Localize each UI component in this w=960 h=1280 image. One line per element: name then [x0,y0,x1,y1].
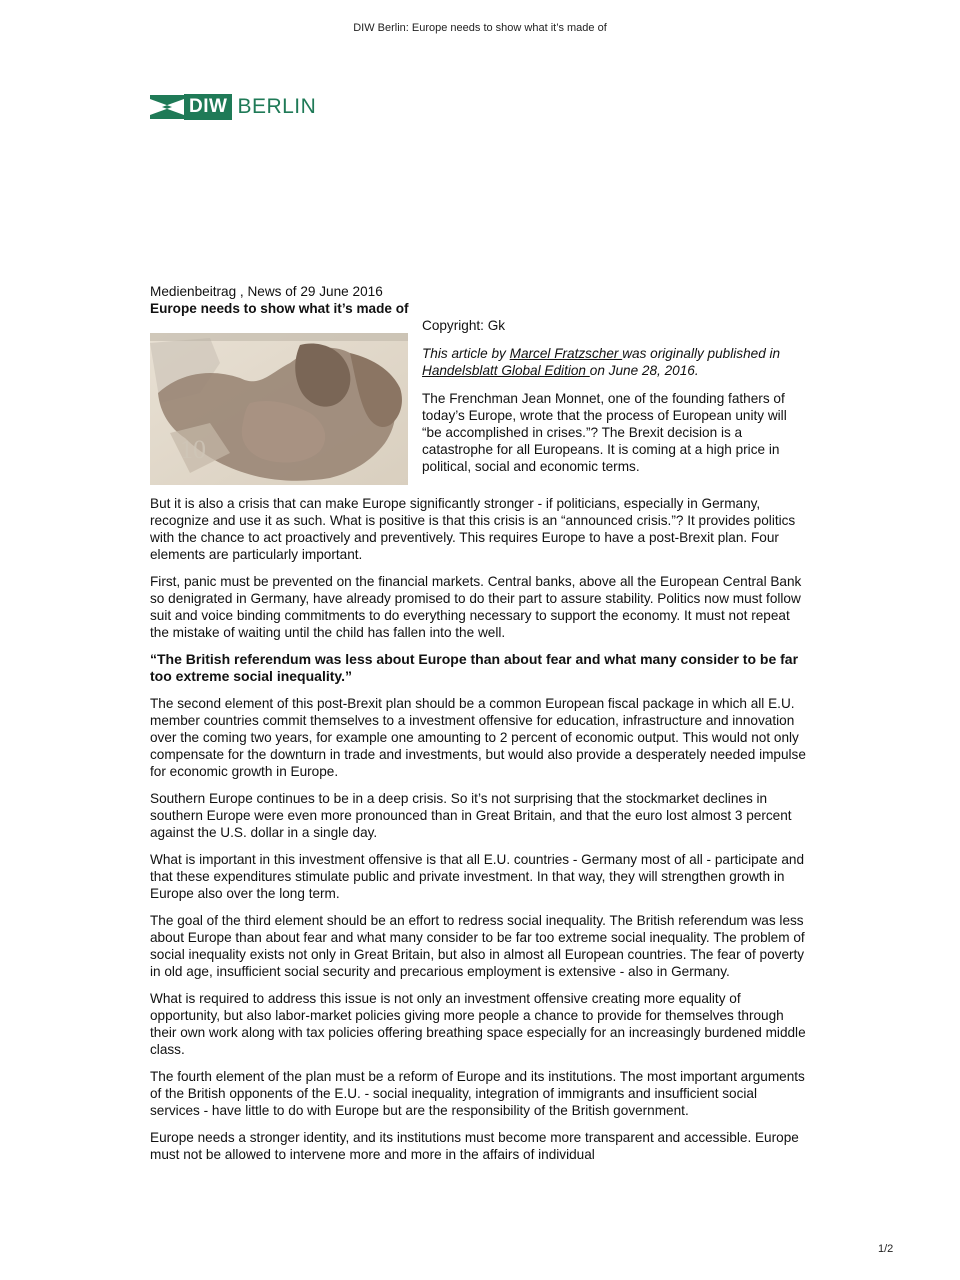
image-caption: Copyright: Gk [422,318,506,333]
diw-berlin-logo[interactable] [150,94,316,120]
intro-text-1: This article by [422,346,510,361]
paragraph: What is important in this investment offensive is that all E.U. countries - Germany most of all - participate and that these expenditures stimulate public and private investment. In that way, they will strengthen growth in Europe also over the long term. [150,852,805,901]
intro-text-3: on June 28, 2016. [589,363,699,378]
paragraph: Southern Europe continues to be in a deep crisis. So it’s not surprising that the stockmarket declines in southern Europe were even more pronounced than in Great Britain, and that the euro lost almost 3 percent against the U.S. dollar in a single day. [150,791,792,840]
euro-banknote-map-image [150,333,408,485]
paragraph: Europe needs a stronger identity, and its institutions must become more transparent and accessible. Europe must not be allowed to intervene more and more in the affairs of individual [150,1130,799,1162]
paragraph: First, panic must be prevented on the financial markets. Central banks, above all the European Central Bank so denigrated in Germany, have already promised to do their part to assure stability. Politics now must follow suit and voice binding commitments to do everything necessary to support the economy. It must not repeat the mistake of waiting until the child has fallen into the well. [150,574,802,640]
svg-text:10: 10 [180,435,206,464]
paragraph: But it is also a crisis that can make Europe significantly stronger - if politicians, especially in Germany, recognize and use it as such. What is positive is that this crisis is an “announced crisis.”? It provides politics with the chance to act proactively and preventively. This requires Europe to have a post-Brexit plan. Four elements are particularly important. [150,496,796,562]
paragraph: The goal of the third element should be an effort to redress social inequality. The British referendum was less about Europe than about fear and what many consider to be far too extreme social inequality. The problem of social inequality exists not only in Great Britain, but also in almost all European countries. The fear of poverty in old age, insufficient social security and precarious employment is extensive - also in Germany. [150,913,805,979]
logo-chevron-icon [150,95,184,119]
paragraph: The second element of this post-Brexit plan should be a common European fiscal package in which all E.U. member countries commit themselves to a investment offensive for education, infrastructure and innovation over the coming two years, for example one amounting to 2 percent of economic output. This would not only compensate for the downturn in trade and investments, but would also provide a desperately needed impulse for economic growth in Europe. [150,696,806,779]
author-link[interactable]: Marcel Fratzscher [509,346,623,361]
paragraph: What is required to address this issue is not only an investment offensive creating more equality of opportunity, but also labor-market policies giving more people a chance to provide for themselves through their own work along with tax policies offering breathing space especially for an increasingly burdened middle class. [150,991,806,1057]
paragraph: The Frenchman Jean Monnet, one of the founding fathers of today’s Europe, wrote that the process of European unity will “be accomplished in crises.”? The Brexit decision is a catastrophe for all Europeans. It is coming at a high price in political, social and economic terms. [422,391,787,474]
logo-diw-text: DIW [184,94,232,120]
pull-quote: “The British referendum was less about Europe than about fear and what many consider to be far too extreme social inequality.” [150,651,799,684]
intro-text-2: was originally published in [622,346,781,361]
logo-berlin-text: BERLIN [237,95,317,118]
print-header-title: DIW Berlin: Europe needs to show what it’s made of [353,22,607,34]
lead-section [150,317,806,485]
article-dateline: Medienbeitrag , News of 29 June 2016 [150,284,383,299]
paragraph: The fourth element of the plan must be a reform of Europe and its institutions. The most important arguments of the British opponents of the E.U. - social inequality, integration of immigrants and insufficient social services - have little to do with Europe but are the responsibility of the British government. [150,1069,805,1118]
publication-link[interactable]: Handelsblatt Global Edition [422,363,590,378]
lead-text-column [422,317,806,485]
article-intro [422,345,806,379]
page-number: 1/2 [878,1243,894,1255]
article-title: Europe needs to show what it’s made of [150,301,409,316]
article [150,283,806,1163]
